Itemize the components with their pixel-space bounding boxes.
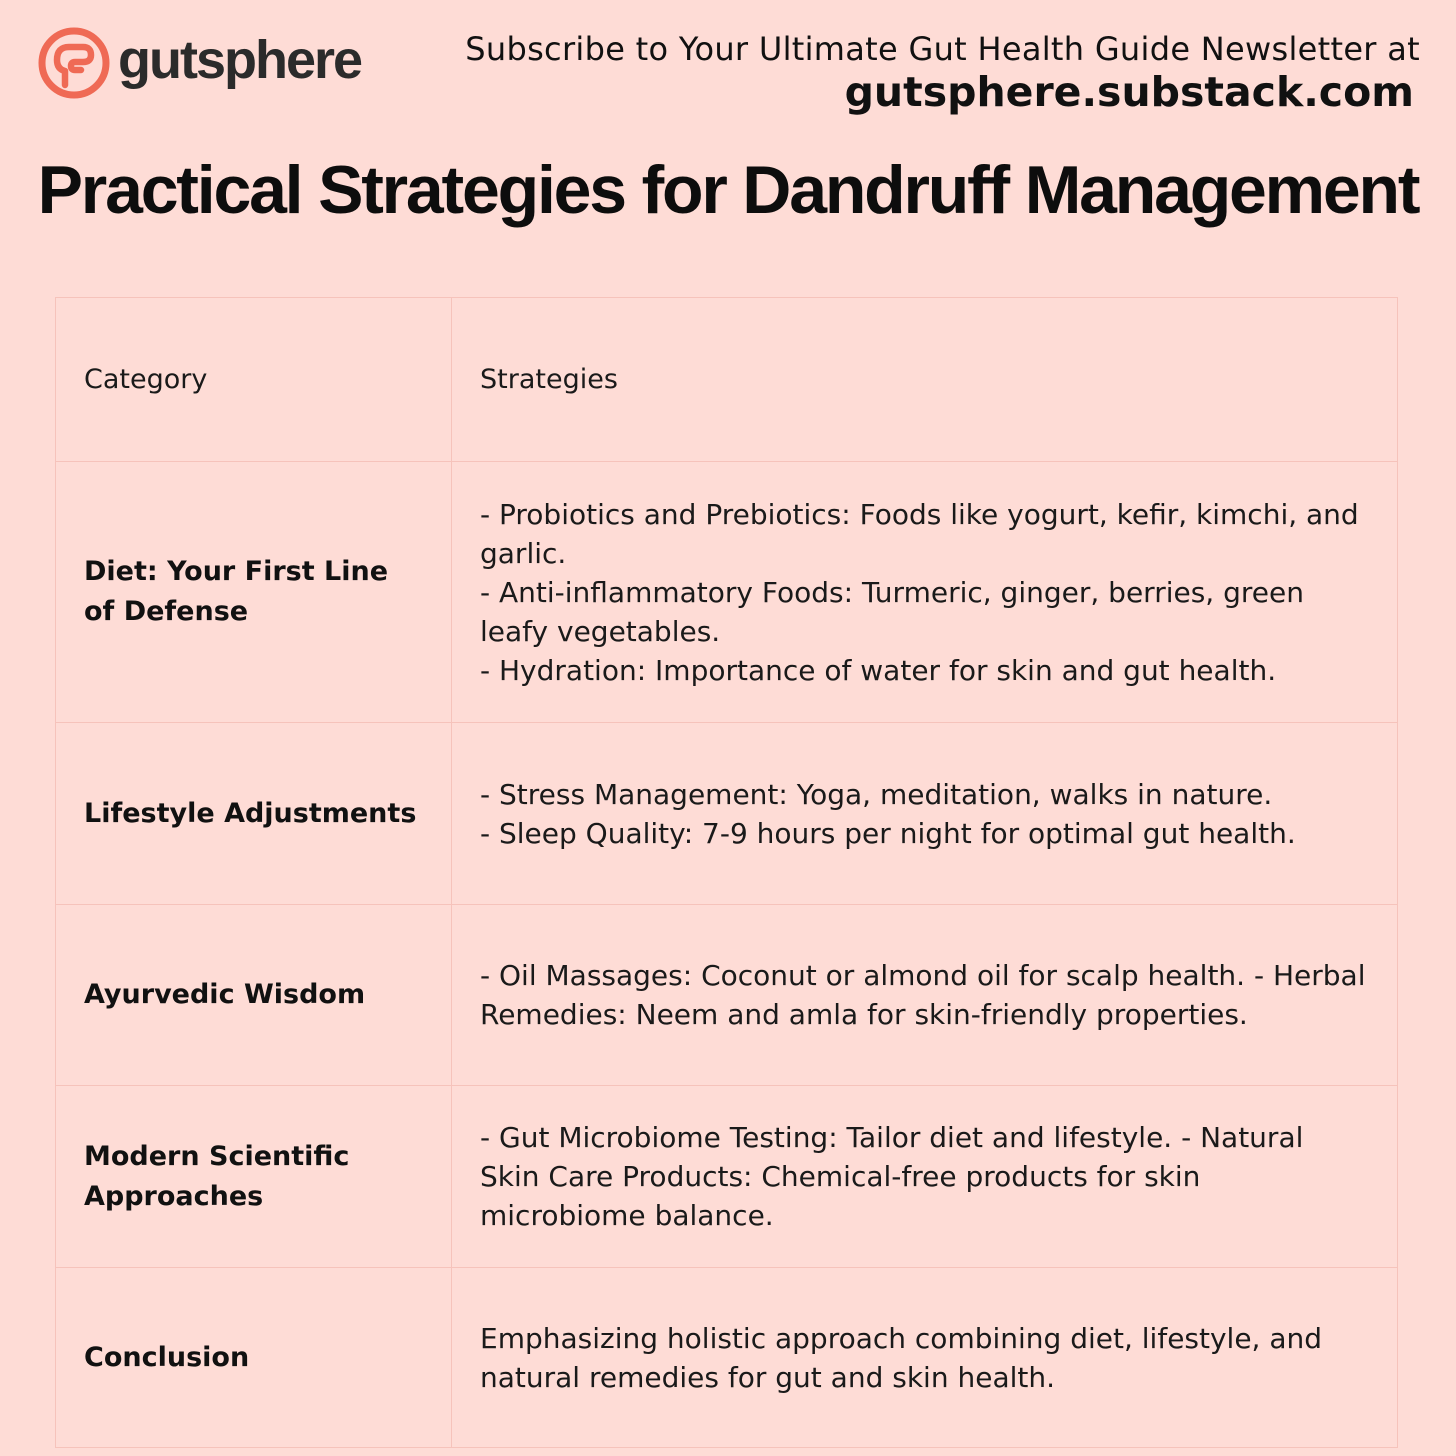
table-row [56,1268,1398,1448]
brand-logo[interactable] [38,26,361,100]
strategy-line: - Stress Management: Yoga, meditation, walks in nature. [480,777,1273,811]
strategy-line: - Gut Microbiome Testing: Tailor diet and lifestyle. - Natural Skin Care Products: Chemical-free products for skin microbiome balance. [480,1121,1304,1232]
row-strategies [452,905,1398,1086]
row-strategies [452,1268,1398,1448]
strategy-line: - Anti-inflammatory Foods: Turmeric, ginger, berries, green leafy vegetables. [480,575,1304,648]
subscribe-text: Subscribe to Your Ultimate Gut Health Guide Newsletter at [465,30,1420,68]
column-header-category: Category [56,298,452,462]
strategy-line: Emphasizing holistic approach combining diet, lifestyle, and natural remedies for gut and skin health. [480,1321,1323,1394]
row-strategies [452,462,1398,723]
row-category: Ayurvedic Wisdom [56,905,452,1086]
row-category: Conclusion [56,1268,452,1448]
row-strategies [452,1086,1398,1268]
row-category: Lifestyle Adjustments [56,723,452,905]
row-category: Modern Scientific Approaches [56,1086,452,1268]
strategy-line: - Probiotics and Prebiotics: Foods like yogurt, kefir, kimchi, and garlic. [480,497,1359,570]
strategy-table [55,297,1398,1448]
strategy-line: - Oil Massages: Coconut or almond oil for scalp health. - Herbal Remedies: Neem and amla for skin-friendly properties. [480,959,1366,1031]
page-title: Practical Strategies for Dandruff Management [37,152,1419,228]
strategy-line: - Sleep Quality: 7-9 hours per night for optimal gut health. [480,816,1296,850]
table-row [56,905,1398,1086]
table-row [56,462,1398,723]
column-header-strategies: Strategies [452,298,1398,462]
row-category: Diet: Your First Line of Defense [56,462,452,723]
gut-icon [38,27,110,99]
table-header-row [56,298,1398,462]
subscribe-banner [465,30,1420,115]
row-strategies [452,723,1398,905]
table-row [56,1086,1398,1268]
table-row [56,723,1398,905]
header [0,0,1456,130]
brand-name: gutsphere [118,30,362,90]
strategy-line: - Hydration: Importance of water for skin and gut health. [480,653,1277,687]
subscribe-url-link[interactable]: gutsphere.substack.com [844,68,1414,117]
